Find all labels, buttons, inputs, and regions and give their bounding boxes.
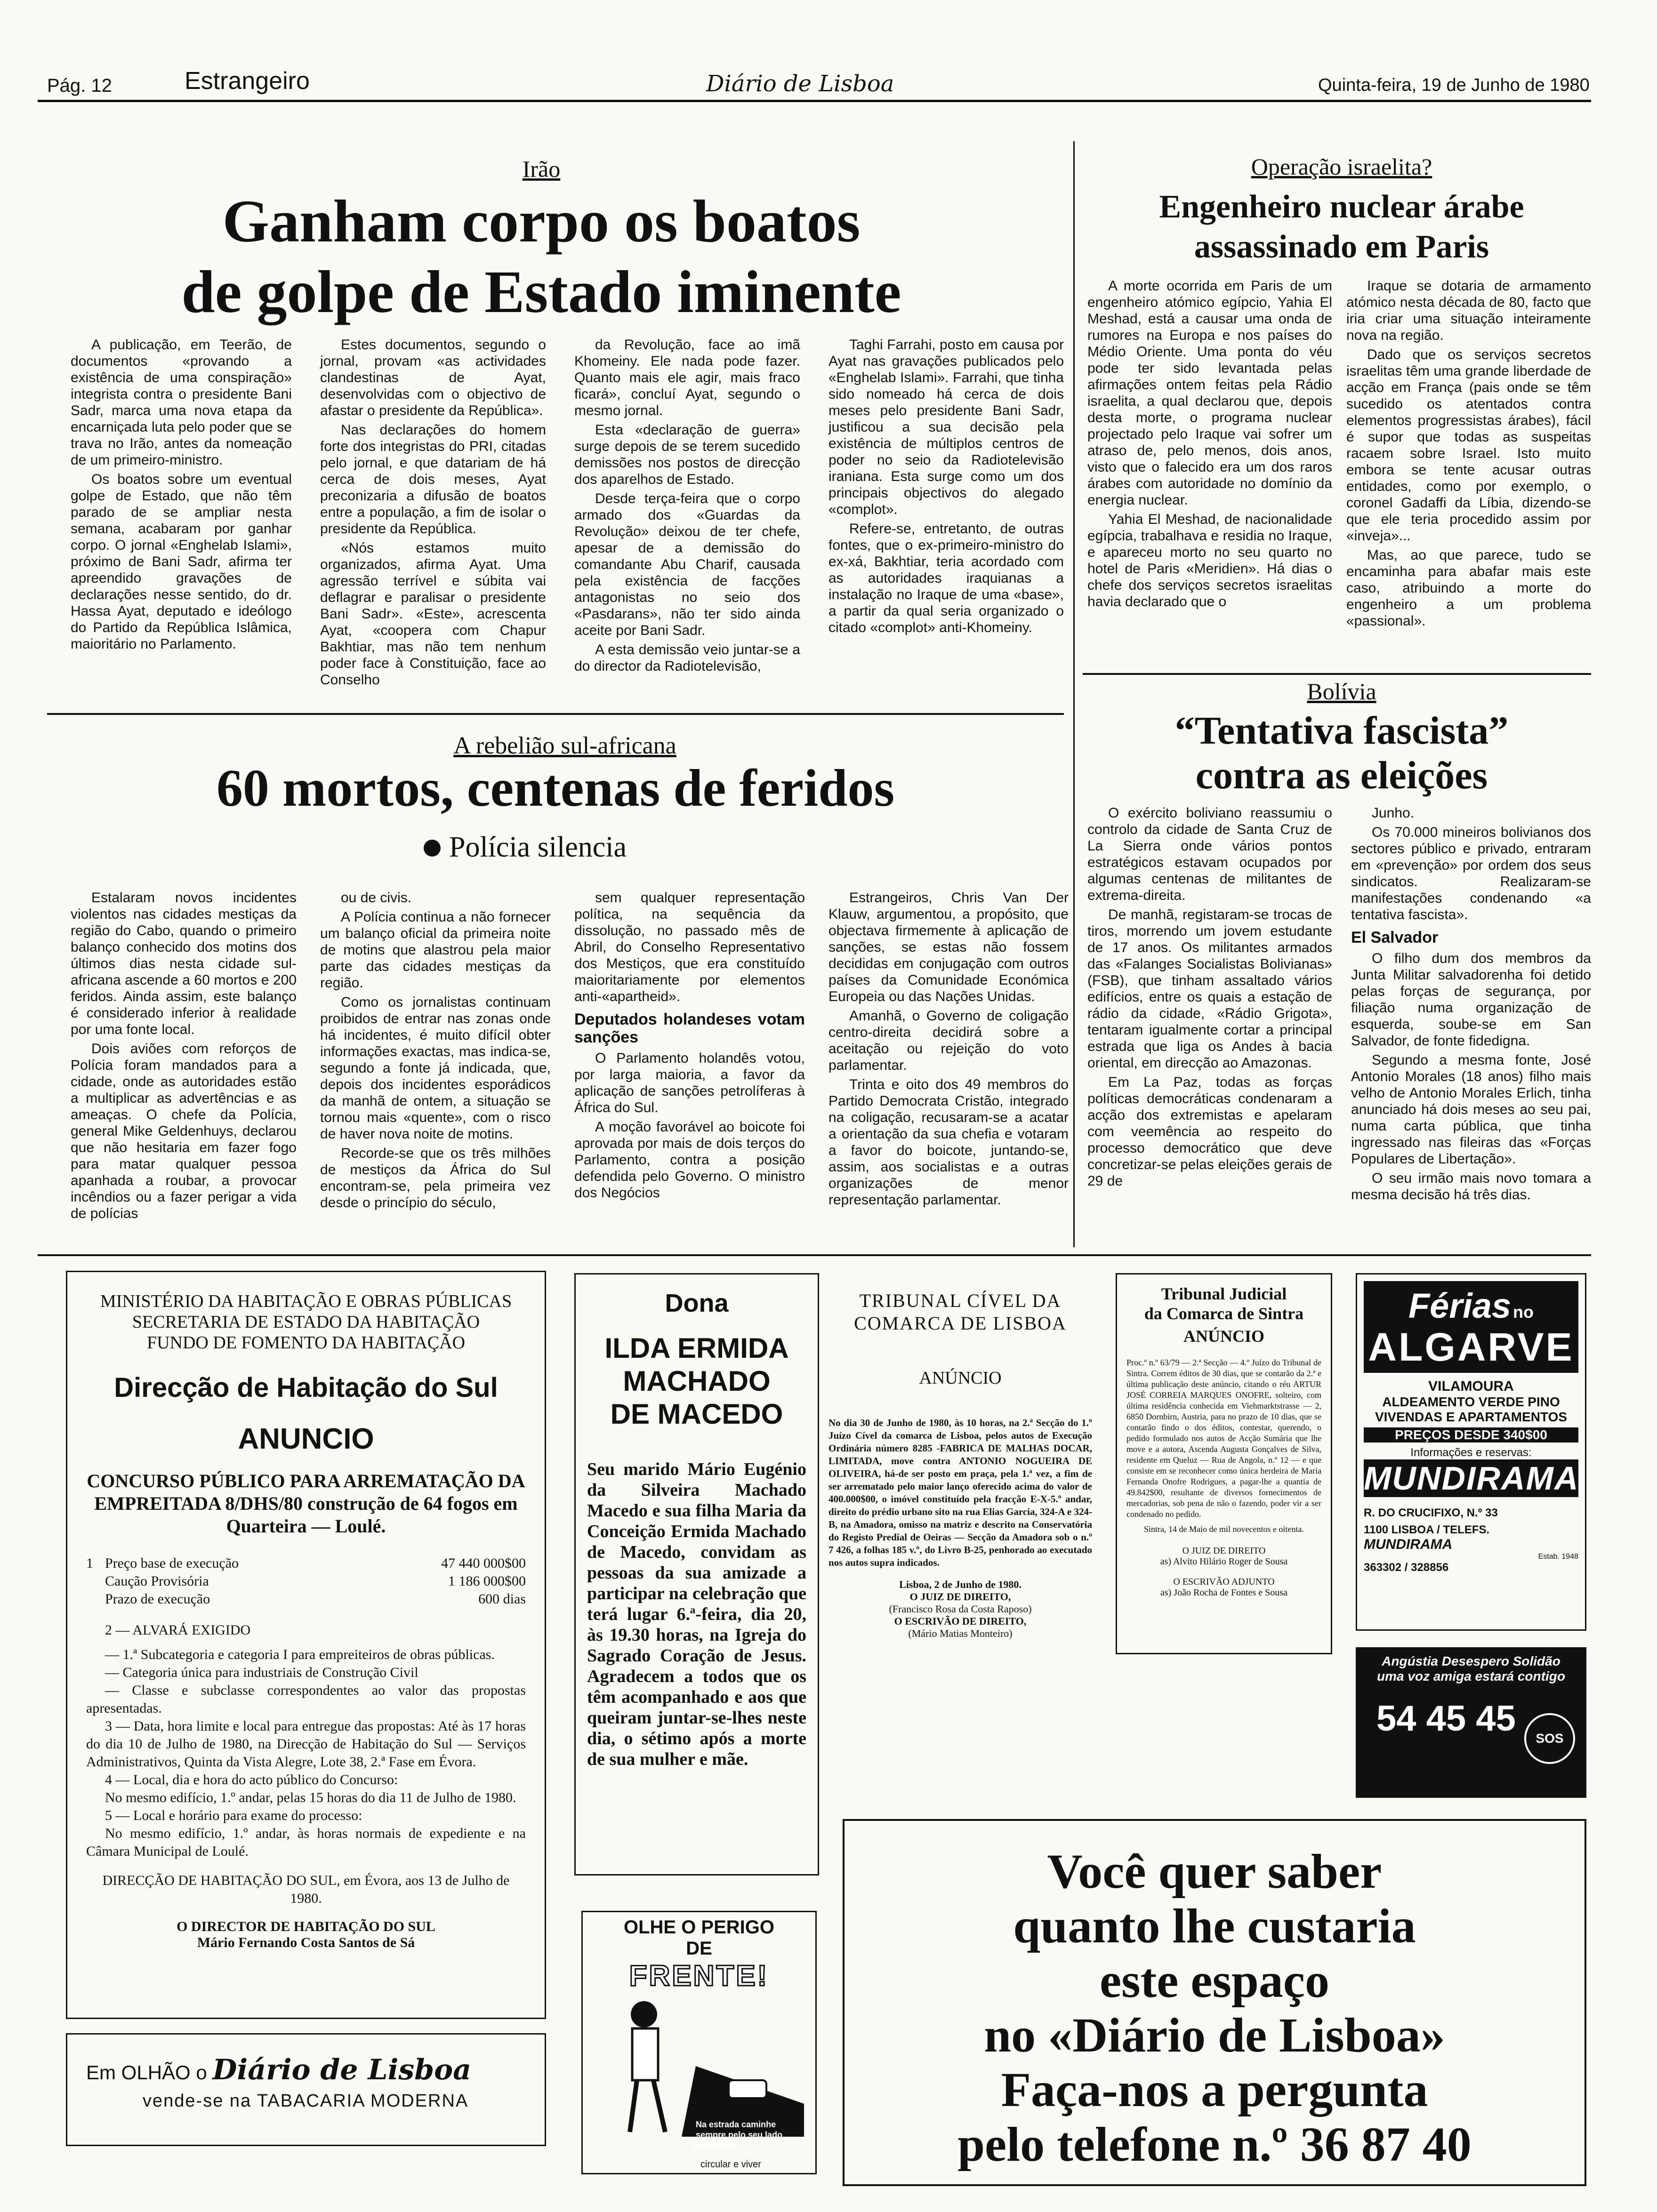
mundirama-small-logo: MUNDIRAMA <box>1364 1537 1453 1552</box>
ministerio-title-line: SECRETARIA DE ESTADO DA HABITAÇÃO <box>132 1312 480 1332</box>
algarve-text: ALGARVE <box>1368 1325 1574 1369</box>
perigo-footer: circular e viver <box>700 2159 761 2170</box>
bolivia-col-1 <box>1087 805 1332 1192</box>
obituary-name-line: ILDA ERMIDA <box>604 1332 789 1364</box>
mundirama-logo: MUNDIRAMA <box>1364 1460 1579 1497</box>
olhao-tabacaria: vende-se na TABACARIA MODERNA <box>143 2091 469 2111</box>
algarve-phones: 363302 / 328856 <box>1364 1561 1449 1574</box>
tribunal-lisboa-place: Lisboa, 2 de Junho de 1980. <box>899 1579 1022 1590</box>
tribunal-lisboa-clerk-name: (Mário Matias Monteiro) <box>908 1627 1013 1639</box>
bolivia-headline-2: contra as eleições <box>1195 753 1488 797</box>
paragraph: Estrangeiros, Chris Van Der Klauw, argumentou, a propósito, que objectava firmemente à aplicação de sanções, se estas não fossem decididas em conjugação com outros países da Comunidade Económica Europeia ou das Nações Unidas. <box>828 890 1069 1004</box>
price-value: 600 dias <box>478 1591 526 1607</box>
paragraph: Trinta e oito dos 49 membros do Partido Democrata Cristão, integrado na coligação, recusaram-se a acatar a orientação da sua chefia e votaram a favor do boicote, juntando-se, assim, aos socialistas e a outras organizações de menor representação parlamentar. <box>828 1077 1069 1208</box>
espaco-line: no «Diário de Lisboa» <box>984 2008 1445 2062</box>
ministerio-title-line: FUNDO DE FOMENTO DA HABITAÇÃO <box>146 1333 466 1353</box>
paragraph: O exército boliviano reassumiu o controlo da cidade de Santa Cruz de La Sierra onde vários pontos estratégicos estavam ocupados por algumas centenas de militantes de extrema-direita. <box>1087 805 1332 903</box>
paragraph: Dado que os serviços secretos israelitas têm uma grande liberdade de acção em França (pais onde se têm sucedido os atentados contra elementos progressistas árabes), fácil é supor que todas as suspeitas racaem sobre Israel. Isto muito embora se tente acusar outras entidades, como por exemplo, o coronel Gadaffi da Líbia, dizendo-se que ele teria procedido assim por «inveja»... <box>1346 347 1591 544</box>
ministerio-title-line: MINISTÉRIO DA HABITAÇÃO E OBRAS PÚBLICAS <box>100 1291 512 1311</box>
sintra-judge-title: O JUIZ DE DIREITO <box>1182 1546 1266 1556</box>
paragraph: A Polícia continua a não fornecer um balanço oficial da primeira noite de motins que alastrou pela maior parte das cidades mestiças da região. <box>320 909 551 991</box>
obituary-name-line: MACHADO <box>623 1365 771 1397</box>
paragraph: Os boatos sobre um eventual golpe de Estado, que não têm parado de se ampliar nesta semana, acabaram por ganhar corpo. O jornal «Enghelab Islami», próximo de Bani Sadr, afirma ter apreendido gravações de declarações nesse sentido, do dr. Hassa Ayat, deputado e ideólogo do Partido da República Islâmica, maioritário no Parlamento. <box>71 472 292 652</box>
ministerio-line: 3 — Data, hora limite e local para entregue das propostas: Até às 17 horas do dia 10 de Julho de 1980, na Direcção de Habitação do Sul — Serviços Administrativos, Quinta da Vista Alegre, Lote 38, 2.ª Fase em Évora. <box>86 1718 526 1770</box>
paragraph: Estalaram novos incidentes violentos nas cidades mestiças da região do Cabo, quando o primeiro balanço conhecido dos motins dos últimos dias nesta cidade sul-africana ascende a 60 mortos e 200 feridos. Ainda assim, este balanço é considerado inferior à realidade por uma fonte local. <box>71 890 297 1037</box>
operacao-col-2 <box>1346 278 1591 632</box>
obituary-dona: Dona <box>665 1289 729 1317</box>
aldeamento-text: ALDEAMENTO VERDE PINO <box>1382 1395 1560 1409</box>
irao-col-1 <box>71 337 292 655</box>
olhao-brand: Diário de Lisboa <box>212 2053 472 2086</box>
ministerio-signer-title: O DIRECTOR DE HABITAÇÃO DO SUL <box>177 1919 435 1934</box>
column-divider <box>1073 141 1075 1247</box>
algarve-address-1: R. DO CRUCIFIXO, N.º 33 <box>1364 1507 1498 1519</box>
paragraph: O Parlamento holandês votou, por larga maioria, a favor da aplicação de sanções petrolíferas à África do Sul. <box>574 1050 805 1115</box>
holandeses-subtitle: Deputados holandeses votam sanções <box>574 1010 805 1046</box>
irao-headline-2: de golpe de Estado iminente <box>181 258 901 325</box>
africa-subhead <box>424 831 627 864</box>
africa-col-3 <box>574 890 805 1204</box>
sintra-clerk-name: as) João Rocha de Fontes e Sousa <box>1160 1587 1287 1598</box>
paragraph: Como os jornalistas continuam proibidos de entrar nas zonas onde há incidentes, é muito difícil obter informações exactas, mas indica-se, segundo a fonte já indicada, que, depois dos incidentes esporádicos da manhã de ontem, a situação se tornou mais «quente», com o risco de haver nova noite de motins. <box>320 994 551 1142</box>
africa-col-4 <box>828 890 1069 1211</box>
ministerio-line: — Categoria única para industriais de Construção Civil <box>105 1665 418 1680</box>
tribunal-sintra <box>1116 1273 1332 1654</box>
tribunal-lisboa-judge-title: O JUIZ DE DIREITO, <box>909 1591 1011 1603</box>
section-name: Estrangeiro <box>185 67 310 95</box>
ministerio-ad <box>66 1271 546 2019</box>
africa-headline: 60 mortos, centenas de feridos <box>216 759 895 817</box>
espaco-line: Você quer saber <box>1047 1844 1382 1899</box>
espaco-line: Faça-nos a pergunta <box>1001 2063 1428 2117</box>
paragraph: A publicação, em Teerão, de documentos «provando a existência de uma conspiração» integrista contra o presidente Bani Sadr, marca uma nova etapa da encarniçada luta pelo poder que se trava no Irão, antes da nomeação de um primeiro-ministro. <box>71 337 292 468</box>
tribunal-lisboa <box>828 1290 1092 1640</box>
sintra-clerk-title: O ESCRIVÃO ADJUNTO <box>1173 1577 1275 1587</box>
page-number: Pág. 12 <box>47 75 112 96</box>
sos-ad <box>1356 1647 1586 1798</box>
mid-rule <box>47 713 1064 715</box>
obituary-ad <box>574 1273 819 1875</box>
paragraph: De manhã, registaram-se trocas de tiros, morrendo um jovem estudante de 17 anos. Os militantes armados das «Falanges Socialistas Bolivianas» (FSB), que tinham assaltado vários edifícios, entre os quais a estação de rádio da cidade, «Rádio Grigota», tentaram igualmente cortar a principal estrada que liga os Andes à bacia oriental, em direcção ao Amazonas. <box>1087 907 1332 1071</box>
sos-line-2: uma voz amiga estará contigo <box>1377 1669 1565 1683</box>
price-label: Caução Provisória <box>105 1573 209 1589</box>
paragraph: Mas, ao que parece, tudo se encaminha para abafar mais este caso, atribuindo a morte do engenheiro a um problema «passional». <box>1346 547 1591 629</box>
ministerio-line: 4 — Local, dia e hora do acto público do Concurso: <box>105 1772 398 1787</box>
issue-date: Quinta-feira, 19 de Junho de 1980 <box>1318 75 1590 95</box>
paragraph: A esta demissão veio juntar-se a do director da Radiotelevisão, <box>574 642 800 674</box>
sintra-title-1: Tribunal Judicial <box>1161 1284 1287 1303</box>
tribunal-lisboa-body: No dia 30 de Junho de 1980, às 10 horas, na 2.ª Secção do 1.º Juízo Cível da comarca de Lisboa, pelos autos de Execução Ordinária número 8285 -FABRICA DE MALHAS DOCAR, LIMITADA, move contra ANTONIO NOGUEIRA DE OLIVEIRA, há-de ser posto em praça, pela 1.ª vez, a fim de ser arrematado pelo maior lanço oferecido acima do valor de 400.000$00, o imóvel constituído pela fracção E-X-5.º andar, direito do prédio urbano sito na rua Elias Garcia, 324-A e 324-B, na Amadora, omisso na matriz e descrito na Conservatória do Registo Predial de Oeiras — Secção da Amadora sob o n.º 7 426, a folhas 185 v.º, do Livro B-25, penhorado ao executado nos autos supra indicados. <box>828 1417 1092 1568</box>
price-row <box>105 1572 526 1590</box>
ministerio-line: No mesmo edifício, 1.º andar, pelas 15 horas do dia 11 de Julho de 1980. <box>105 1790 516 1805</box>
tribunal-lisboa-anuncio: ANÚNCIO <box>919 1368 1002 1388</box>
paragraph: O seu irmão mais novo tomara a mesma decisão há três dias. <box>1351 1170 1591 1202</box>
perigo-ad <box>581 1911 817 2174</box>
price-row <box>105 1555 526 1572</box>
algarve-address-2-text: 1100 LISBOA / TELEFS. <box>1364 1523 1490 1536</box>
header-rule <box>38 100 1591 102</box>
tribunal-lisboa-title: TRIBUNAL CÍVEL DA COMARCA DE LISBOA <box>854 1290 1067 1334</box>
perigo-caption: Na estrada caminhe sempre pelo seu lado esquerdo <box>696 2120 783 2150</box>
paragraph: Recorde-se que os três milhões de mestiços da África do Sul encontram-se, pela primeira vez desde o princípio do século, <box>320 1146 551 1210</box>
sos-logo <box>1524 1713 1575 1764</box>
operacao-headline-2: assassinado em Paris <box>1194 229 1489 265</box>
africa-col-2 <box>320 890 551 1214</box>
sintra-title-2: da Comarca de Sintra <box>1144 1304 1304 1323</box>
paragraph: A morte ocorrida em Paris de um engenheiro atómico egípcio, Yahia El Meshad, está a causar uma onda de rumores na Europa e nos países do Médio Oriente. Uma ponta do véu pode ter sido levantada pelas afirmações ontem feitas pela Rádio israelita, a qual declarou que, depois desta morte, o programa nuclear projectado pelo Iraque vai sofrer um atraso de, pelo menos, dois anos, visto que o falecido era um dos raros árabes com autoridade no domínio da energia nuclear. <box>1087 278 1332 508</box>
pedestrian-illustration <box>587 1996 809 2137</box>
ministerio-line: No mesmo edifício, 1.º andar, às horas normais de expediente e na Câmara Municipal de Loulé. <box>86 1826 526 1859</box>
sos-number: 54 45 45 <box>1376 1699 1516 1739</box>
irao-col-3 <box>574 337 800 677</box>
sos-line-1: Angústia Desespero Solidão <box>1382 1654 1560 1668</box>
paragraph: Amanhã, o Governo de coligação centro-direita decidirá sobre a aceitação ou rejeição do voto parlamentar. <box>828 1008 1069 1073</box>
section-2: 2 — ALVARÁ EXIGIDO <box>105 1622 251 1638</box>
sintra-anuncio: ANÚNCIO <box>1183 1327 1264 1346</box>
vivendas-text: VIVENDAS E APARTAMENTOS <box>1375 1410 1568 1424</box>
bullet-icon <box>424 840 441 857</box>
paragraph: ou de civis. <box>341 890 412 906</box>
ministerio-closing: DIRECÇÃO DE HABITAÇÃO DO SUL, em Évora, aos 13 de Julho de 1980. <box>102 1873 510 1906</box>
price-list <box>86 1555 526 1608</box>
espaco-line: quanto lhe custaria <box>1013 1899 1416 1953</box>
ministerio-line: — Classe e subclasse correspondentes ao valor das propostas apresentadas. <box>86 1683 526 1716</box>
obituary-text: Seu marido Mário Eugénio da Silveira Machado Macedo e sua filha Maria da Conceição Ermida Machado de Macedo, convidam as pessoas da sua amizade a participar na celebração que terá lugar 6.ª-feira, dia 20, às 19.30 horas, na Igreja do Sagrado Coração de Jesus. Agradecem a todos que os têm acompanhado e aos que queiram juntar-se-lhes neste dia, o sétimo após a morte de sua mulher e mãe. <box>587 1459 806 1769</box>
espaco-ad <box>843 1819 1586 2186</box>
ministerio-anuncio: ANUNCIO <box>238 1423 374 1455</box>
price-row <box>105 1590 526 1608</box>
algarve-estab: Estab. 1948 <box>1538 1553 1578 1561</box>
sintra-judge-name: as) Alvito Hilário Roger de Sousa <box>1160 1556 1288 1567</box>
paragraph: Desde terça-feira que o corpo armado dos «Guardas da Revolução» deixou de ter chefe, apesar de a demissão do comandante Abu Charif, causada pela existência de facções antagonistas no seio dos «Pasdarans», não ter sido ainda aceite por Bani Sadr. <box>574 491 800 638</box>
irao-headline-1: Ganham corpo os boatos <box>222 188 861 255</box>
ministerio-line: 5 — Local e horário para exame do processo: <box>105 1808 362 1823</box>
paragraph: Estes documentos, segundo o jornal, provam «as actividades clandestinas de Ayat, desenvolvidas com o objectivo de afastar o presidente da República». <box>320 337 546 418</box>
bolivia-kicker: Bolívia <box>1307 678 1376 705</box>
paragraph: Os 70.000 mineiros bolivianos dos sectores público e privado, entraram em «prevenção» por ordem dos seus sindicatos. Realizaram-se manifestações condenando «a tentativa fascista». <box>1351 825 1591 922</box>
precos-text: PREÇOS DESDE 340$00 <box>1364 1427 1578 1443</box>
paragraph: Esta «declaração de guerra» surge depois de se terem sucedido demissões nos postos de direcção dos aparelhos de Estado. <box>574 422 800 487</box>
info-text: Informações e reservas: <box>1410 1446 1532 1459</box>
perigo-line-1: OLHE O PERIGO <box>623 1917 775 1938</box>
africa-kicker: A rebelião sul-africana <box>453 732 676 759</box>
item-number: 1 <box>86 1555 93 1571</box>
paragraph: Taghi Farrahi, posto em causa por Ayat nas gravações publicados pelo «Enghelab Islami». Farrahi, que tinha sido nomeado há cerca de dois meses pelo presidente Bani Sadr, justificou a sua decisão pela existência de múltiplos centros de poder no seio da Radiotelevisão iraniana. Esta surge como um dos principais objectivos do alegado «complot». <box>828 337 1064 517</box>
paragraph: Em La Paz, todas as forças políticas democráticas condenaram a acção dos extremistas e apelaram com veemência ao respeito do processo democrático que deve concretizar-se pelas eleições gerais de 29 de <box>1087 1074 1332 1189</box>
tribunal-lisboa-judge-name: (Francisco Rosa da Costa Raposo) <box>889 1603 1032 1615</box>
olhao-ad <box>66 2033 546 2146</box>
espaco-line: este espaço <box>1099 1954 1330 2008</box>
right-mid-rule <box>1083 673 1591 675</box>
no-text: no <box>1513 1302 1534 1322</box>
paragraph: Nas declarações do homem forte dos integristas do PRI, citadas pelo jornal, e que datariam de há cerca de dois meses, Ayat preconizaria a difusão de boatos entre a população, a fim de isolar o presidente da República. <box>320 422 546 537</box>
bolivia-headline-1: “Tentativa fascista” <box>1174 709 1509 753</box>
irao-col-4 <box>828 337 1064 639</box>
africa-col-1 <box>71 890 297 1225</box>
sintra-place: Sintra, 14 de Maio de mil novecentos e oitenta. <box>1144 1524 1304 1534</box>
paragraph: sem qualquer representação política, na sequência da dissolução, no passado mês de Abril, do Conselho Representativo dos Mestiços, que era constituído maioritariamente por elementos anti-«apartheid». <box>574 890 805 1004</box>
paragraph: A moção favorável ao boicote foi aprovada por mais de dois terços do Parlamento, contra a posição defendida pelo Governo. O ministro dos Negócios <box>574 1119 805 1201</box>
operacao-kicker: Operação israelita? <box>1251 153 1432 180</box>
price-value: 1 186 000$00 <box>448 1573 526 1589</box>
price-label: Prazo de execução <box>105 1591 210 1607</box>
paragraph: Junho. <box>1372 805 1415 821</box>
obituary-name-line: DE MACEDO <box>610 1398 783 1430</box>
ministerio-signer-name: Mário Fernando Costa Santos de Sá <box>197 1935 415 1950</box>
operacao-col-1 <box>1087 278 1332 613</box>
tribunal-lisboa-clerk-title: O ESCRIVÃO DE DIREITO, <box>894 1615 1027 1627</box>
paragraph: Segundo a mesma fonte, José Antonio Morales (18 anos) filho mais velho de Antonio Morales Erlich, tinha anunciado há dois meses ao seu pai, numa carta pública, que tinha ingressado nas fileiras das «Forças Populares de Libertação». <box>1351 1052 1591 1167</box>
paragraph: Yahia El Meshad, de nacionalidade egípcia, trabalhava e residia no Iraque, e apareceu morto no seu quarto no hotel de Paris «Meridien». Há dias o chefe dos serviços secretos israelitas havia declarado que o <box>1087 512 1332 609</box>
bolivia-col-2 <box>1351 805 1591 1206</box>
africa-subhead-text: Polícia silencia <box>449 831 627 863</box>
sos-tag: SOS <box>1536 1731 1564 1746</box>
masthead: Diário de Lisboa <box>706 71 894 97</box>
paragraph: O filho dum dos membros da Junta Militar salvadorenha foi detido pelas forças de segurança, por filiação numa organização de esquerda, soube-se em San Salvador, de fonte fidedigna. <box>1351 951 1591 1049</box>
ferias-text: Férias <box>1408 1286 1512 1325</box>
algarve-ad <box>1356 1273 1586 1631</box>
paragraph: da Revolução, face ao imã Khomeiny. Ele nada pode fazer. Quanto mais ele agir, mais fraco ficará», concluí Ayat, segundo o mesmo jornal. <box>574 337 800 418</box>
ministerio-line: — 1.ª Subcategoria e categoria I para empreiteiros de obras públicas. <box>105 1647 495 1662</box>
ads-top-rule <box>38 1254 1591 1256</box>
paragraph: «Nós estamos muito organizados, afirma Ayat. Uma agressão terrível e súbita vai deflagrar e paralisar o presidente Bani Sadr». «Este», acrescenta Ayat, «coopera com Chapur Bakhtiar, mas não tem nenhum poder face à Constituição, face ao Conselho <box>320 540 546 688</box>
irao-col-2 <box>320 337 546 691</box>
paragraph: Iraque se dotaria de armamento atómico nesta década de 80, facto que iria criar uma situação inteiramente nova na região. <box>1346 278 1591 343</box>
price-value: 47 440 000$00 <box>441 1555 526 1571</box>
sintra-body: Proc.º n.º 63/79 — 2.ª Secção — 4.º Juízo do Tribunal de Sintra. Correm éditos de 30 dias, que se contarão da 2.ª e última publicação deste anúncio, citando o réu ARTUR JOSÉ CORREIA MARQUES ONOFRE, solteiro, com última residência conhecida em Viehmarktstrasse — 2, 6850 Dornbirn, Austria, para no prazo de 10 dias, que se contarão findo o dos éditos, contestar, querendo, o pedido formulado nos autos de Acção Sumária que lhe move e a autora, Ascenda Augusta Gonçalves de Silva, residente em Queluz — Rua de Angola, n.º 12 — e que consiste em se reconhecer como única herdeira de Maria Fernanda Onofre Rodrigues, a pagar-lhe a quantia de 49.842$00, resultante de diversos fornecimentos de mercadorias, sob pena de não o fazendo, poder vir a ser condenado no pedido. <box>1126 1358 1321 1519</box>
algarve-address-2 <box>1364 1523 1578 1553</box>
paragraph: Dois aviões com reforços de Polícia foram mandados para a cidade, onde as autoridades estão a multiplicar as advertências e as ameaças. O chefe da Polícia, general Mike Geldenhuys, declarou que não hesitaria em fazer fogo para matar qualquer pessoa apanhada a roubar, a provocar incêndios ou a fazer perigar a vida de polícias <box>71 1041 297 1221</box>
concurso-text: CONCURSO PÚBLICO PARA ARREMATAÇÃO DA EMPREITADA 8/DHS/80 construção de 64 fogos em Quarteira — Loulé. <box>87 1470 525 1537</box>
espaco-line: pelo telefone n.º 36 87 40 <box>957 2117 1472 2172</box>
operacao-headline-1: Engenheiro nuclear árabe <box>1159 189 1524 225</box>
price-label: Preço base de execução <box>105 1555 239 1571</box>
perigo-line-2: DE <box>686 1938 712 1959</box>
irao-kicker: Irão <box>522 156 561 182</box>
vilamoura-text: VILAMOURA <box>1428 1378 1514 1394</box>
perigo-line-3: FRENTE! <box>629 1960 769 1992</box>
olhao-text: Em OLHÃO o <box>86 2061 207 2084</box>
direccao-title: Direcção de Habitação do Sul <box>114 1372 498 1403</box>
salvador-subtitle: El Salvador <box>1351 929 1439 946</box>
paragraph: Refere-se, entretanto, de outras fontes, que o ex-primeiro-ministro do ex-xá, Bakhtiar, teria acordado com as autoridades iraquianas a instalação no Iraque de uma «base», a partir da qual seria organizado o citado «complot» anti-Khomeiny. <box>828 521 1064 635</box>
